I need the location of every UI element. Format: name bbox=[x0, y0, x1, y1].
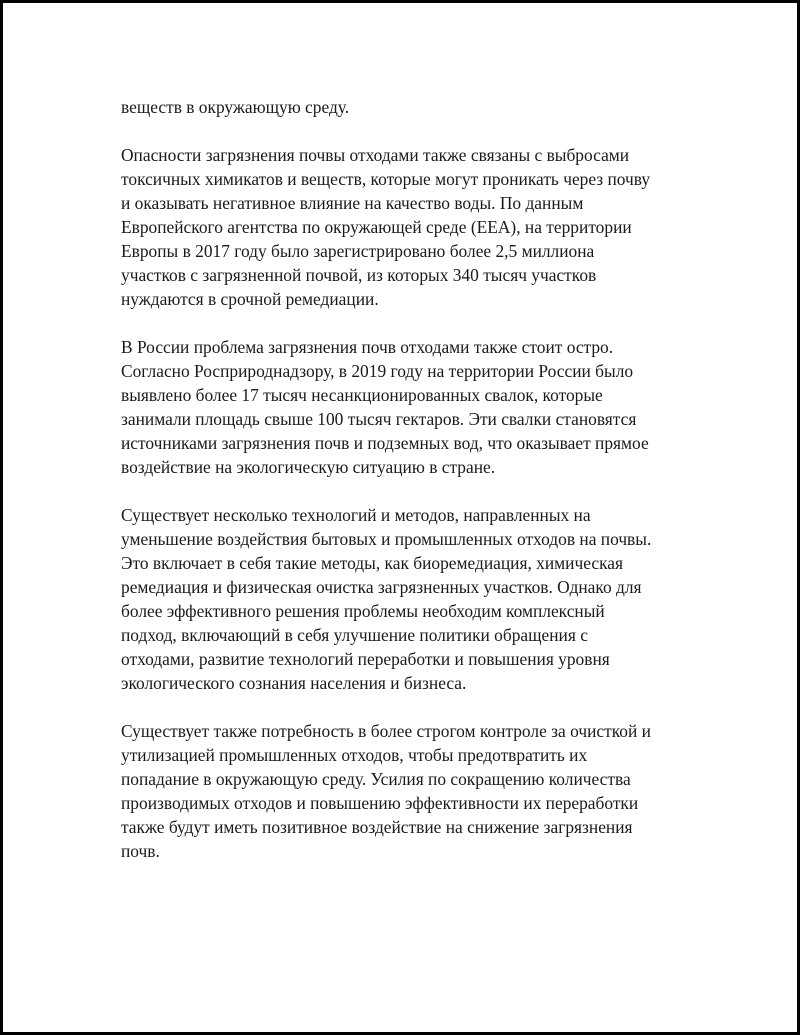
paragraph-line: Европейского агентства по окружающей среде (EEA), на территории bbox=[121, 217, 632, 237]
paragraph-line: Опасности загрязнения почвы отходами также связаны с выбросами bbox=[121, 145, 630, 165]
paragraph-line: В России проблема загрязнения почв отходами также стоит остро. bbox=[121, 337, 614, 357]
paragraph-line: источниками загрязнения почв и подземных вод, что оказывает прямое bbox=[121, 433, 649, 453]
paragraph-line: веществ в окружающую среду. bbox=[121, 97, 350, 117]
body-text bbox=[121, 95, 701, 887]
paragraph-line: Существует также потребность в более строгом контроле за очисткой и bbox=[121, 721, 651, 741]
paragraph-line: занимали площадь свыше 100 тысяч гектаров. Эти свалки становятся bbox=[121, 409, 637, 429]
paragraph-line: ремедиация и физическая очистка загрязненных участков. Однако для bbox=[121, 577, 642, 597]
paragraph-line: более эффективного решения проблемы необходим комплексный bbox=[121, 601, 605, 621]
paragraph-line: экологического сознания населения и бизнеса. bbox=[121, 673, 467, 693]
paragraph-line: Существует несколько технологий и методов, направленных на bbox=[121, 505, 591, 525]
paragraph-line: Это включает в себя такие методы, как биоремедиация, химическая bbox=[121, 553, 624, 573]
paragraph-line: выявлено более 17 тысяч несанкционированных свалок, которые bbox=[121, 385, 603, 405]
paragraph-line: участков с загрязненной почвой, из которых 340 тысяч участков bbox=[121, 265, 597, 285]
paragraph-line: и оказывать негативное влияние на качество воды. По данным bbox=[121, 193, 584, 213]
paragraph-line: уменьшение воздействия бытовых и промышленных отходов на почвы. bbox=[121, 529, 652, 549]
paragraph-line: почв. bbox=[121, 841, 160, 861]
paragraph-line: токсичных химикатов и веществ, которые могут проникать через почву bbox=[121, 169, 651, 189]
paragraph-1 bbox=[121, 95, 701, 119]
paragraph-line: также будут иметь позитивное воздействие на снижение загрязнения bbox=[121, 817, 633, 837]
paragraph-3 bbox=[121, 335, 701, 479]
paragraph-line: Европы в 2017 году было зарегистрировано более 2,5 миллиона bbox=[121, 241, 595, 261]
paragraph-line: производимых отходов и повышению эффективности их переработки bbox=[121, 793, 639, 813]
paragraph-line: попадание в окружающую среду. Усилия по сокращению количества bbox=[121, 769, 631, 789]
paragraph-5 bbox=[121, 719, 701, 863]
paragraph-line: подход, включающий в себя улучшение политики обращения с bbox=[121, 625, 588, 645]
paragraph-line: воздействие на экологическую ситуацию в стране. bbox=[121, 457, 496, 477]
paragraph-line: Согласно Росприроднадзору, в 2019 году на территории России было bbox=[121, 361, 634, 381]
paragraph-4 bbox=[121, 503, 701, 695]
paragraph-line: нуждаются в срочной ремедиации. bbox=[121, 289, 379, 309]
paragraph-2 bbox=[121, 143, 701, 311]
paragraph-line: утилизацией промышленных отходов, чтобы предотвратить их bbox=[121, 745, 588, 765]
paragraph-line: отходами, развитие технологий переработки и повышения уровня bbox=[121, 649, 610, 669]
